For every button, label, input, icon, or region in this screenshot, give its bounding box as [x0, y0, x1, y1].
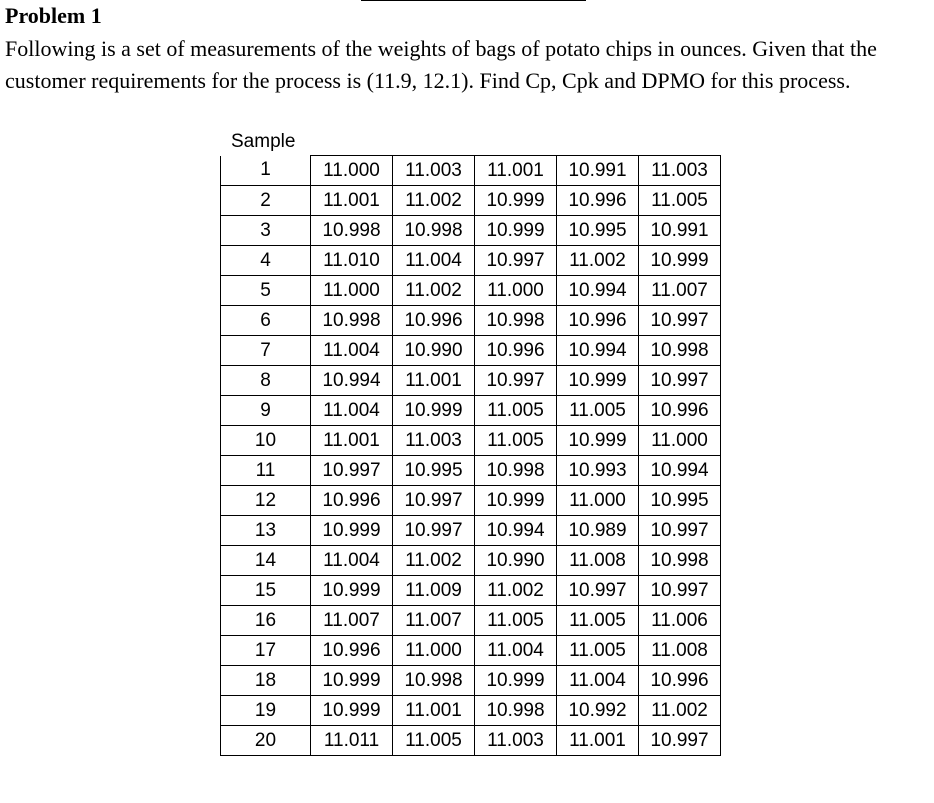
sample-number-cell: 5: [221, 276, 311, 306]
measurement-cell: 10.999: [639, 246, 721, 276]
sample-number-cell: 16: [221, 606, 311, 636]
measurement-cell: 11.005: [475, 426, 557, 456]
sample-number-cell: 9: [221, 396, 311, 426]
sample-number-cell: 2: [221, 186, 311, 216]
table-row: [221, 456, 721, 486]
sample-number-cell: 4: [221, 246, 311, 276]
measurement-cell: 11.004: [475, 636, 557, 666]
measurement-cell: 10.996: [639, 666, 721, 696]
measurement-cell: 10.997: [311, 456, 393, 486]
measurement-cell: 11.001: [557, 726, 639, 756]
table-row: [221, 726, 721, 756]
measurement-cell: 10.998: [639, 336, 721, 366]
measurement-cell: 11.000: [311, 276, 393, 306]
measurement-cell: 11.005: [475, 606, 557, 636]
measurement-cell: 11.001: [311, 186, 393, 216]
measurement-cell: 11.002: [393, 276, 475, 306]
measurement-cell: 11.010: [311, 246, 393, 276]
measurement-cell: 11.007: [639, 276, 721, 306]
measurement-cell: 10.997: [393, 486, 475, 516]
measurement-cell: 10.995: [639, 486, 721, 516]
measurement-cell: 10.998: [639, 546, 721, 576]
problem-title: Problem 1: [5, 3, 102, 28]
measurement-cell: 11.005: [557, 606, 639, 636]
measurement-cell: 11.011: [311, 726, 393, 756]
measurement-cell: 11.007: [311, 606, 393, 636]
measurement-cell: 10.996: [311, 486, 393, 516]
measurement-cell: 11.001: [475, 156, 557, 186]
table-row: [221, 276, 721, 306]
measurement-cell: 11.005: [475, 396, 557, 426]
measurement-cell: 10.994: [311, 366, 393, 396]
sample-number-cell: 19: [221, 696, 311, 726]
table-row: [221, 336, 721, 366]
measurement-cell: 11.000: [639, 426, 721, 456]
measurement-cell: 10.995: [393, 456, 475, 486]
sample-number-cell: 18: [221, 666, 311, 696]
measurement-cell: 10.997: [639, 366, 721, 396]
measurement-cell: 10.994: [557, 336, 639, 366]
measurement-cell: 11.003: [475, 726, 557, 756]
measurement-cell: 11.004: [557, 666, 639, 696]
measurement-cell: 11.000: [393, 636, 475, 666]
measurement-cell: 11.003: [393, 156, 475, 186]
measurement-cell: 10.997: [475, 246, 557, 276]
measurement-cell: 11.008: [639, 636, 721, 666]
measurement-cell: 10.991: [557, 156, 639, 186]
measurement-cell: 10.998: [393, 216, 475, 246]
measurement-cell: 10.998: [475, 306, 557, 336]
measurement-cell: 10.995: [557, 216, 639, 246]
measurement-cell: 10.999: [557, 366, 639, 396]
table-row: [221, 426, 721, 456]
measurement-cell: 10.994: [475, 516, 557, 546]
measurement-cell: 10.998: [393, 666, 475, 696]
measurement-cell: 10.990: [393, 336, 475, 366]
measurement-cell: 10.997: [639, 516, 721, 546]
measurement-cell: 10.999: [311, 576, 393, 606]
measurement-cell: 11.005: [557, 636, 639, 666]
measurement-cell: 11.002: [393, 186, 475, 216]
measurement-cell: 10.997: [557, 576, 639, 606]
sample-number-cell: 11: [221, 456, 311, 486]
measurement-cell: 10.999: [475, 486, 557, 516]
measurement-cell: 11.002: [639, 696, 721, 726]
measurement-cell: 10.996: [639, 396, 721, 426]
measurement-cell: 10.999: [475, 186, 557, 216]
sample-number-cell: 14: [221, 546, 311, 576]
measurement-cell: 10.999: [475, 666, 557, 696]
sample-number-cell: 1: [221, 156, 311, 186]
measurement-cell: 11.004: [311, 396, 393, 426]
measurement-cell: 11.007: [393, 606, 475, 636]
measurements-table-body: [221, 156, 721, 756]
table-row: [221, 216, 721, 246]
measurement-cell: 11.004: [311, 546, 393, 576]
measurement-cell: 10.996: [393, 306, 475, 336]
sample-number-cell: 17: [221, 636, 311, 666]
table-row: [221, 696, 721, 726]
measurement-cell: 11.005: [557, 396, 639, 426]
table-row: [221, 306, 721, 336]
measurement-cell: 11.009: [393, 576, 475, 606]
sample-number-cell: 20: [221, 726, 311, 756]
measurement-cell: 11.001: [311, 426, 393, 456]
measurement-cell: 11.001: [393, 366, 475, 396]
sample-number-cell: 10: [221, 426, 311, 456]
measurement-cell: 10.999: [557, 426, 639, 456]
measurement-cell: 10.993: [557, 456, 639, 486]
measurement-cell: 10.990: [475, 546, 557, 576]
measurement-cell: 11.002: [557, 246, 639, 276]
measurement-cell: 10.997: [393, 516, 475, 546]
sample-number-cell: 7: [221, 336, 311, 366]
measurement-cell: 11.004: [393, 246, 475, 276]
measurement-cell: 10.998: [475, 456, 557, 486]
measurement-cell: 10.999: [475, 216, 557, 246]
measurement-cell: 10.997: [639, 306, 721, 336]
problem-statement: Following is a set of measurements of the weights of bags of potato chips in ounces. Given that the customer requirements for the process is (11.9, 12.1). Find Cp, Cpk and DPMO for this process.: [5, 36, 877, 93]
measurement-cell: 11.005: [639, 186, 721, 216]
table-row: [221, 546, 721, 576]
table-row: [221, 606, 721, 636]
measurement-cell: 10.997: [475, 366, 557, 396]
table-row: [221, 246, 721, 276]
measurement-cell: 11.002: [475, 576, 557, 606]
measurement-cell: 10.996: [475, 336, 557, 366]
sample-number-cell: 8: [221, 366, 311, 396]
measurement-cell: 11.001: [393, 696, 475, 726]
measurement-cell: 11.003: [393, 426, 475, 456]
measurement-cell: 10.999: [393, 396, 475, 426]
measurement-cell: 11.000: [475, 276, 557, 306]
table-row: [221, 636, 721, 666]
sample-number-cell: 13: [221, 516, 311, 546]
measurement-cell: 10.998: [311, 216, 393, 246]
measurement-cell: 11.000: [311, 156, 393, 186]
sample-number-cell: 12: [221, 486, 311, 516]
measurement-cell: 10.997: [639, 576, 721, 606]
measurement-cell: 10.998: [475, 696, 557, 726]
table-row: [221, 156, 721, 186]
measurement-cell: 10.991: [639, 216, 721, 246]
sample-number-cell: 3: [221, 216, 311, 246]
sample-column-header: Sample: [231, 131, 296, 152]
measurement-cell: 10.997: [639, 726, 721, 756]
table-row: [221, 576, 721, 606]
measurements-table: [220, 155, 721, 756]
sample-number-cell: 15: [221, 576, 311, 606]
measurement-cell: 11.003: [639, 156, 721, 186]
measurement-cell: 11.008: [557, 546, 639, 576]
sample-number-cell: 6: [221, 306, 311, 336]
measurement-cell: 11.005: [393, 726, 475, 756]
top-rule-divider: [361, 0, 586, 1]
measurement-cell: 10.999: [311, 696, 393, 726]
table-row: [221, 396, 721, 426]
measurement-cell: 10.996: [311, 636, 393, 666]
measurement-cell: 10.999: [311, 516, 393, 546]
table-row: [221, 666, 721, 696]
measurement-cell: 10.998: [311, 306, 393, 336]
table-row: [221, 486, 721, 516]
measurement-cell: 11.002: [393, 546, 475, 576]
measurement-cell: 10.999: [311, 666, 393, 696]
table-row: [221, 516, 721, 546]
measurement-cell: 11.000: [557, 486, 639, 516]
measurement-cell: 10.989: [557, 516, 639, 546]
measurement-cell: 11.006: [639, 606, 721, 636]
table-row: [221, 366, 721, 396]
measurement-cell: 10.994: [639, 456, 721, 486]
measurement-cell: 10.994: [557, 276, 639, 306]
measurement-cell: 11.004: [311, 336, 393, 366]
measurement-cell: 10.996: [557, 306, 639, 336]
measurement-cell: 10.992: [557, 696, 639, 726]
measurement-cell: 10.996: [557, 186, 639, 216]
table-row: [221, 186, 721, 216]
